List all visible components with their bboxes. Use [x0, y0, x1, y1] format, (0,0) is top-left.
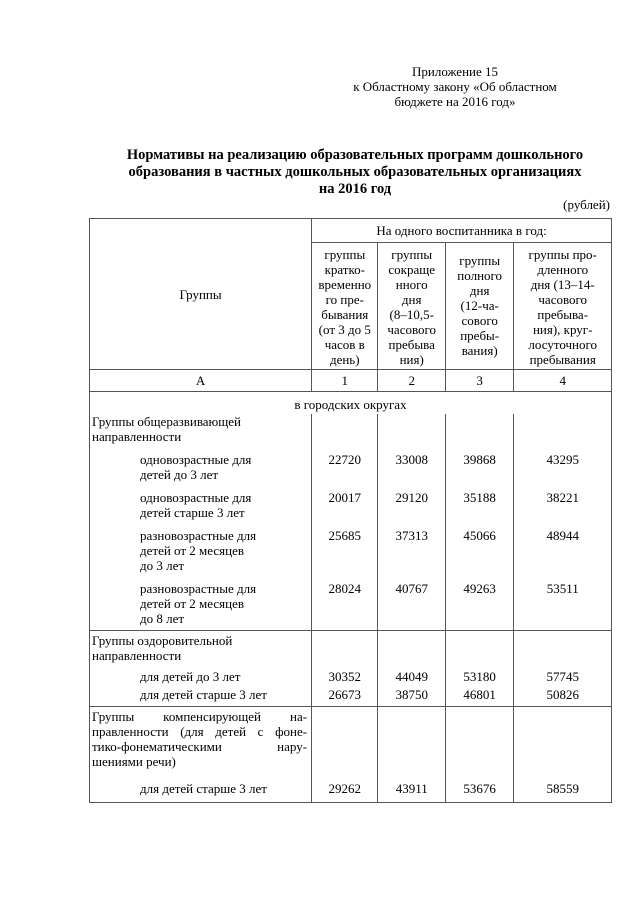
row-label: [90, 528, 312, 581]
header-line: лосуточного: [528, 337, 597, 352]
groups-column-header: Группы: [90, 219, 312, 370]
appendix-line: к Областному закону «Об областном: [353, 79, 557, 94]
value-cell: 37313: [378, 528, 445, 581]
group-name-line: направленности: [92, 648, 182, 663]
header-line: временно: [318, 277, 372, 292]
table-row: [90, 687, 612, 707]
row-label: [90, 687, 312, 707]
group-header-row: [90, 631, 612, 670]
norms-table: [89, 218, 612, 803]
value-cell: 22720: [312, 452, 378, 490]
value-cell: 30352: [312, 669, 378, 687]
row-label-line: разновозрастные для: [140, 528, 257, 543]
group-header-row: [90, 707, 612, 782]
value-cell: 50826: [514, 687, 612, 707]
table-row: [90, 669, 612, 687]
row-label-line: детей от 2 месяцев: [140, 596, 244, 611]
value-cell: 53676: [445, 781, 513, 803]
value-cell: 38750: [378, 687, 445, 707]
header-line: группы: [391, 247, 433, 262]
value-cell: 49263: [445, 581, 513, 631]
header-line: дленного: [537, 262, 589, 277]
header-line: бывания: [321, 307, 369, 322]
column-header-1: [312, 243, 378, 370]
per-child-header: На одного воспитанника в год:: [312, 219, 612, 243]
value-cell: 48944: [514, 528, 612, 581]
header-line: (8–10,5-: [389, 307, 434, 322]
value-cell: 45066: [445, 528, 513, 581]
appendix-reference: [330, 64, 580, 109]
header-line: пребыва: [388, 337, 435, 352]
title-line: Нормативы на реализацию образовательных программ дошкольного: [126, 147, 584, 163]
value-cell: 44049: [378, 669, 445, 687]
group-name-line: шениями речи): [92, 754, 176, 769]
group-name: [90, 631, 312, 670]
group-name-line: Группы общеразвивающей: [92, 414, 242, 429]
section-title: в городских округах: [90, 392, 612, 415]
group-name: [90, 707, 312, 782]
row-label-line: для детей до 3 лет: [140, 669, 241, 684]
row-label-line: до 3 лет: [140, 558, 185, 573]
header-line: пребы-: [460, 328, 500, 343]
row-label-line: одновозрастные для: [140, 490, 252, 505]
row-label-line: для детей старше 3 лет: [140, 687, 267, 702]
header-line: нного: [395, 277, 428, 292]
index-cell: А: [90, 370, 312, 392]
value-cell: 53511: [514, 581, 612, 631]
value-cell: 58559: [514, 781, 612, 803]
header-line: вания): [461, 343, 498, 358]
index-cell: 4: [514, 370, 612, 392]
row-label-line: детей от 2 месяцев: [140, 543, 244, 558]
index-cell: 1: [312, 370, 378, 392]
value-cell: 38221: [514, 490, 612, 528]
header-line: дня (13–14-: [530, 277, 595, 292]
row-label: [90, 490, 312, 528]
value-cell: 35188: [445, 490, 513, 528]
row-label-line: одновозрастные для: [140, 452, 252, 467]
value-cell: 40767: [378, 581, 445, 631]
value-cell: 39868: [445, 452, 513, 490]
header-line: группы: [324, 247, 366, 262]
header-line: дня: [401, 292, 422, 307]
row-label-line: детей до 3 лет: [140, 467, 219, 482]
header-line: часового: [387, 322, 437, 337]
group-name-line: тико-фонематическими нару-: [92, 739, 308, 754]
header-line: ния), круг-: [532, 322, 593, 337]
value-cell: 57745: [514, 669, 612, 687]
row-label-line: разновозрастные для: [140, 581, 257, 596]
section-row: [90, 392, 612, 415]
table-row: [90, 781, 612, 803]
header-line: пребыва-: [537, 307, 589, 322]
group-header-row: [90, 414, 612, 452]
appendix-line: бюджете на 2016 год»: [394, 94, 516, 109]
table-row: [90, 581, 612, 631]
index-cell: 3: [445, 370, 513, 392]
header-line: полного: [457, 268, 503, 283]
header-line: сового: [461, 313, 498, 328]
row-label: [90, 669, 312, 687]
header-line: кратко-: [324, 262, 365, 277]
unit-label: (рублей): [563, 197, 610, 212]
header-line: (от 3 до 5: [318, 322, 371, 337]
header-line: ния): [399, 352, 424, 367]
table-row: [90, 452, 612, 490]
column-header-3: [445, 243, 513, 370]
header-line: пребывания: [529, 352, 596, 367]
header-line: го пре-: [325, 292, 364, 307]
value-cell: 28024: [312, 581, 378, 631]
header-line: день): [329, 352, 360, 367]
header-line: часового: [538, 292, 588, 307]
row-label-line: до 8 лет: [140, 611, 185, 626]
value-cell: 43911: [378, 781, 445, 803]
value-cell: 29120: [378, 490, 445, 528]
index-row: [90, 370, 612, 392]
column-header-2: [378, 243, 445, 370]
row-label: [90, 452, 312, 490]
header-row: [90, 219, 612, 243]
index-cell: 2: [378, 370, 445, 392]
header-line: (12-ча-: [460, 298, 499, 313]
value-cell: 43295: [514, 452, 612, 490]
appendix-line: Приложение 15: [411, 64, 499, 79]
group-name-line: Группы компенсирующей на-: [92, 709, 308, 724]
value-cell: 33008: [378, 452, 445, 490]
header-line: дня: [469, 283, 490, 298]
table-row: [90, 490, 612, 528]
group-name: [90, 414, 312, 452]
header-line: группы про-: [528, 247, 597, 262]
header-line: сокраще: [388, 262, 436, 277]
group-name-line: Группы оздоровительной: [92, 633, 233, 648]
value-cell: 20017: [312, 490, 378, 528]
value-cell: 53180: [445, 669, 513, 687]
group-name-line: правленности (для детей с фоне-: [92, 724, 308, 739]
column-header-4: [514, 243, 612, 370]
title-line: образования в частных дошкольных образовательных организациях: [128, 164, 582, 180]
row-label-line: для детей старше 3 лет: [140, 781, 267, 796]
value-cell: 25685: [312, 528, 378, 581]
group-name-line: направленности: [92, 429, 182, 444]
document-title: [95, 147, 615, 198]
table-row: [90, 528, 612, 581]
title-line: на 2016 год: [318, 181, 392, 197]
row-label: [90, 581, 312, 631]
value-cell: 46801: [445, 687, 513, 707]
value-cell: 29262: [312, 781, 378, 803]
header-line: часов в: [324, 337, 365, 352]
value-cell: 26673: [312, 687, 378, 707]
row-label: [90, 781, 312, 803]
header-line: группы: [459, 253, 501, 268]
row-label-line: детей старше 3 лет: [140, 505, 245, 520]
